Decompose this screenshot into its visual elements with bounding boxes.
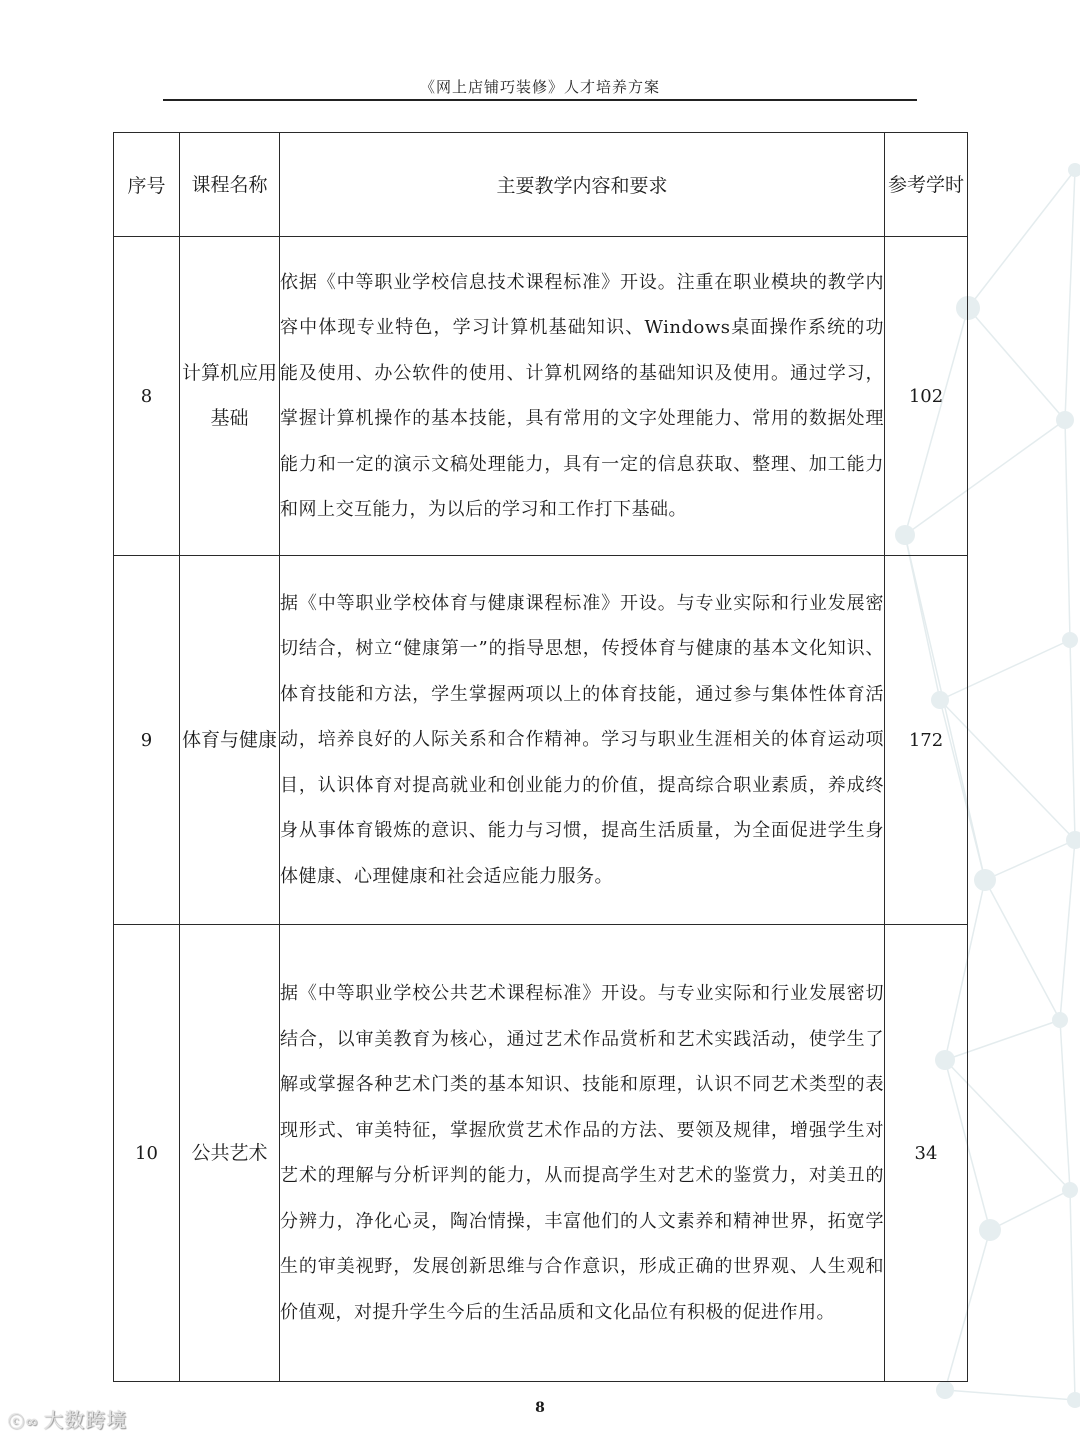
row-number: 9 [114,556,180,925]
watermark-text: 大数跨境 [43,1408,128,1432]
header-divider [163,99,917,101]
watermark-mark-icon: ⓒ∞ [8,1412,40,1431]
table-row [114,925,968,1382]
course-content: 据《中等职业学校体育与健康课程标准》开设。与专业实际和行业发展密切结合，树立“健康第一”的指导思想，传授体育与健康的基本文化知识、体育技能和方法，学生掌握两项以上的体育技能，通过参与集体性体育活动，培养良好的人际关系和合作精神。学习与职业生涯相关的体育运动项目，认识体育对提高就业和创业能力的价值，提高综合职业素质，养成终身从事体育锻炼的意识、能力与习惯，提高生活质量，为全面促进学生身体健康、心理健康和社会适应能力服务。 [280,556,885,925]
watermark-logo [8,1404,127,1433]
row-number: 10 [114,925,180,1382]
course-hours: 34 [885,925,968,1382]
column-header-number: 序号 [114,133,180,237]
document-header-title: 《网上店铺巧装修》人才培养方案 [419,78,660,96]
column-header-content: 主要教学内容和要求 [280,133,885,237]
course-table [113,132,968,1382]
row-number: 8 [114,237,180,556]
page-number: 8 [535,1400,545,1416]
course-name: 公共艺术 [180,925,280,1382]
table-row [114,556,968,925]
table-row [114,237,968,556]
course-hours: 172 [885,556,968,925]
course-content: 依据《中等职业学校信息技术课程标准》开设。注重在职业模块的教学内容中体现专业特色，学习计算机基础知识、Windows桌面操作系统的功能及使用、办公软件的使用、计算机网络的基础知识及使用。通过学习，掌握计算机操作的基本技能，具有常用的文字处理能力、常用的数据处理能力和一定的演示文稿处理能力，具有一定的信息获取、整理、加工能力和网上交互能力，为以后的学习和工作打下基础。 [280,237,885,556]
course-content: 据《中等职业学校公共艺术课程标准》开设。与专业实际和行业发展密切结合，以审美教育为核心，通过艺术作品赏析和艺术实践活动，使学生了解或掌握各种艺术门类的基本知识、技能和原理，认识不同艺术类型的表现形式、审美特征，掌握欣赏艺术作品的方法、要领及规律，增强学生对艺术的理解与分析评判的能力，从而提高学生对艺术的鉴赏力，对美丑的分辨力，净化心灵，陶冶情操，丰富他们的人文素养和精神世界，拓宽学生的审美视野，发展创新思维与合作意识，形成正确的世界观、人生观和价值观，对提升学生今后的生活品质和文化品位有积极的促进作用。 [280,925,885,1382]
course-hours: 102 [885,237,968,556]
course-name: 计算机应用基础 [180,237,280,556]
table-header-row [114,133,968,237]
column-header-hours: 参考学时 [885,133,968,237]
column-header-course-name: 课程名称 [180,133,280,237]
course-name: 体育与健康 [180,556,280,925]
